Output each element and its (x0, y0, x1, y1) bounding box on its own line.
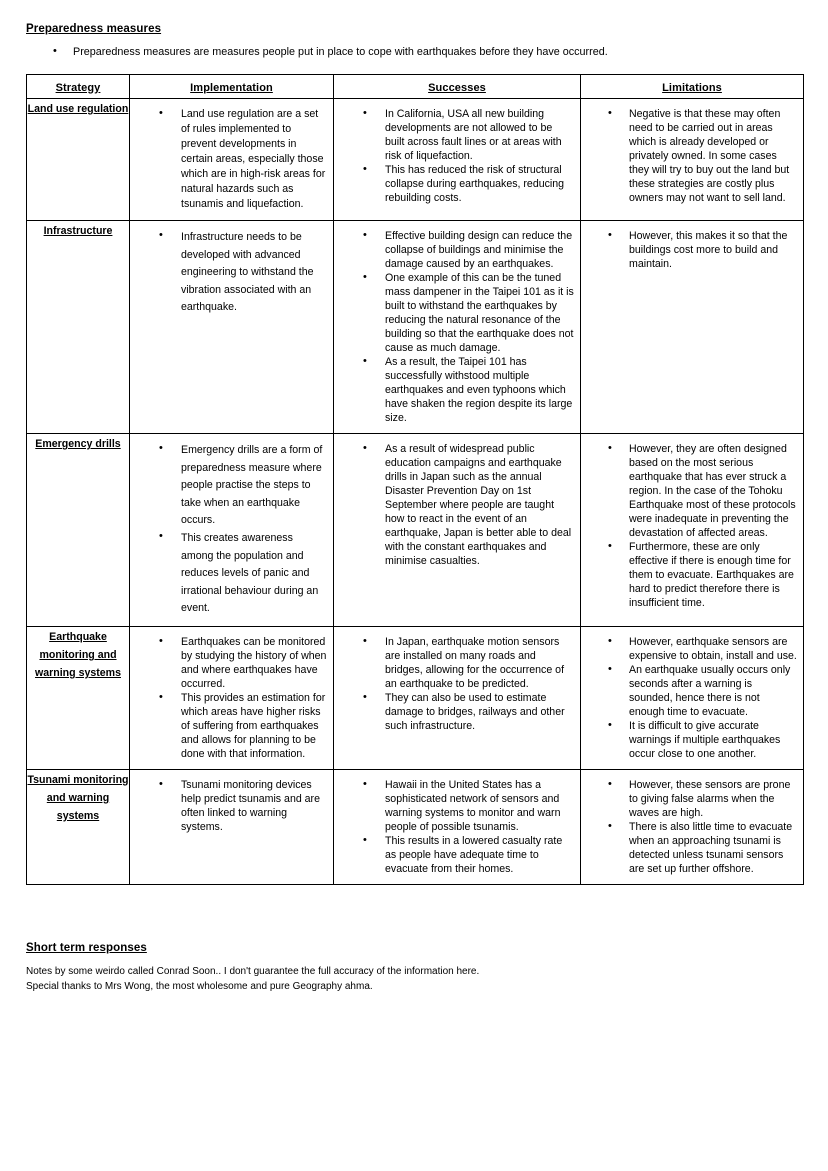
list-item: • As a result of widespread public education campaigns and earthquake drills in Japan such as the annual Disaster Prevention Day on 1st September where people are taught how to react in the event of an earthquake, Japan is better able to deal with the constant earthquakes and minimise casualties. (334, 442, 574, 568)
list-item: • In Japan, earthquake motion sensors are installed on many roads and bridges, allowing for the occurrence of an earthquake to be predicted. (334, 635, 574, 691)
list-item: • As a result, the Taipei 101 has successfully withstood multiple earthquakes and even typhoons which have shaken the region despite its large size. (334, 355, 574, 425)
list-item: • In California, USA all new building developments are not allowed to be built across fault lines or at areas with risk of liquefaction. (334, 107, 574, 163)
bullet-list (581, 221, 803, 279)
bullet-list (334, 770, 580, 884)
list-item: • Earthquakes can be monitored by studying the history of when and where earthquakes have occurred. (130, 635, 327, 691)
successes-cell (334, 99, 581, 221)
list-item: • It is difficult to give accurate warnings if multiple earthquakes occur close to one another. (581, 719, 797, 761)
list-item: • However, earthquake sensors are expensive to obtain, install and use. (581, 635, 797, 663)
bullet-list (581, 99, 803, 213)
bullet-list (581, 627, 803, 769)
implementation-cell (130, 434, 334, 627)
implementation-cell (130, 769, 334, 884)
limitations-cell (581, 769, 804, 884)
bullet-list (334, 221, 580, 433)
successes-cell (334, 626, 581, 769)
column-header-implementation (130, 75, 334, 99)
successes-cell (334, 221, 581, 434)
bullet-list (581, 770, 803, 884)
table-row (27, 769, 804, 884)
strategy-cell (27, 434, 130, 627)
list-item: • Furthermore, these are only effective if there is enough time for them to evacuate. Earthquakes are hard to predict therefore there is insufficient time. (581, 540, 797, 610)
intro-bullet: • Preparedness measures are measures people put in place to cope with earthquakes before they have occurred. (26, 45, 803, 60)
list-item: • Land use regulation are a set of rules implemented to prevent developments in certain areas, especially those which are in high-risk areas for natural hazards such as tsunamis and liquefaction. (130, 107, 327, 212)
implementation-cell (130, 99, 334, 221)
list-item: • This results in a lowered casualty rate as people have adequate time to evacuate from their homes. (334, 834, 574, 876)
table-row (27, 626, 804, 769)
strategy-cell (27, 769, 130, 884)
bullet-list (334, 434, 580, 576)
table-row (27, 99, 804, 221)
column-header-label: Implementation (190, 81, 273, 94)
list-item: • Tsunami monitoring devices help predict tsunamis and are often linked to warning systems. (130, 778, 327, 834)
successes-cell (334, 434, 581, 627)
page-title: Preparedness measures (26, 23, 162, 35)
list-item: • However, they are often designed based on the most serious earthquake that has ever struck a region. In the case of the Tohoku Earthquake most of these protocols were inadequate in preventing the devastation of affected areas. (581, 442, 797, 540)
footer-notes (26, 964, 803, 994)
limitations-cell (581, 626, 804, 769)
column-header-strategy (27, 75, 130, 99)
table-row (27, 434, 804, 627)
strategy-cell (27, 221, 130, 434)
list-item: • An earthquake usually occurs only seconds after a warning is sounded, hence there is not enough time to evacuate. (581, 663, 797, 719)
list-item: • Effective building design can reduce the collapse of buildings and minimise the damage caused by an earthquakes. (334, 229, 574, 271)
bullet-list (130, 770, 333, 842)
intro-bullet-list (26, 45, 803, 60)
strategy-label: Tsunami monitoring and warning systems (27, 773, 129, 822)
list-item: • One example of this can be the tuned mass dampener in the Taipei 101 as it is built to withstand the earthquakes by reducing the natural resonance of the building so that the earthquake does not cause as much damage. (334, 271, 574, 355)
strategy-cell (27, 626, 130, 769)
list-item: • Hawaii in the United States has a sophisticated network of sensors and warning systems to monitor and warn people of possible tsunamis. (334, 778, 574, 834)
list-item: • This has reduced the risk of structural collapse during earthquakes, reducing rebuilding costs. (334, 163, 574, 205)
bullet-list (334, 627, 580, 741)
implementation-cell (130, 221, 334, 434)
list-item: • This creates awareness among the population and reduces levels of panic and irrational behaviour during an event. (130, 530, 327, 618)
list-item: • However, these sensors are prone to giving false alarms when the waves are high. (581, 778, 797, 820)
strategy-label: Land use regulation (27, 103, 129, 115)
column-header-label: Strategy (55, 81, 101, 94)
list-item: • Infrastructure needs to be developed with advanced engineering to withstand the vibration associated with an earthquake. (130, 229, 327, 317)
limitations-cell (581, 221, 804, 434)
limitations-cell (581, 99, 804, 221)
footer-heading: Short term responses (26, 941, 147, 954)
column-header-label: Successes (428, 81, 486, 94)
strategy-label: Infrastructure (43, 225, 113, 237)
bullet-list (130, 627, 333, 769)
list-item: • Emergency drills are a form of preparedness measure where people practise the steps to take when an earthquake occurs. (130, 442, 327, 530)
strategy-label: Emergency drills (35, 438, 121, 450)
bullet-list (334, 99, 580, 213)
column-header-successes (334, 75, 581, 99)
strategy-label: Earthquake monitoring and warning systems (35, 630, 121, 679)
bullet-list (130, 221, 333, 325)
footer (26, 941, 803, 994)
table-row (27, 221, 804, 434)
bullet-list (581, 434, 803, 618)
footer-note-line: Notes by some weirdo called Conrad Soon.. I don't guarantee the full accuracy of the information here. (26, 965, 480, 977)
bullet-list (130, 99, 333, 220)
table-header-row (27, 75, 804, 99)
preparedness-measures-table (26, 74, 804, 885)
list-item: • They can also be used to estimate damage to bridges, railways and other such infrastructure. (334, 691, 574, 733)
list-item: • However, this makes it so that the buildings cost more to build and maintain. (581, 229, 797, 271)
list-item: • There is also little time to evacuate when an approaching tsunami is detected unless tsunami sensors are set up further offshore. (581, 820, 797, 876)
bullet-list (130, 434, 333, 626)
column-header-label: Limitations (662, 81, 722, 94)
implementation-cell (130, 626, 334, 769)
strategy-cell (27, 99, 130, 221)
footer-note-line: Special thanks to Mrs Wong, the most wholesome and pure Geography ahma. (26, 980, 373, 992)
list-item: • This provides an estimation for which areas have higher risks of suffering from earthquakes and allows for planning to be done with that information. (130, 691, 327, 761)
successes-cell (334, 769, 581, 884)
list-item: • Negative is that these may often need to be carried out in areas which is already developed or privately owned. In some cases they will try to buy out the land but these strategies are costly plus owners may not want to sell land. (581, 107, 797, 205)
column-header-limitations (581, 75, 804, 99)
limitations-cell (581, 434, 804, 627)
